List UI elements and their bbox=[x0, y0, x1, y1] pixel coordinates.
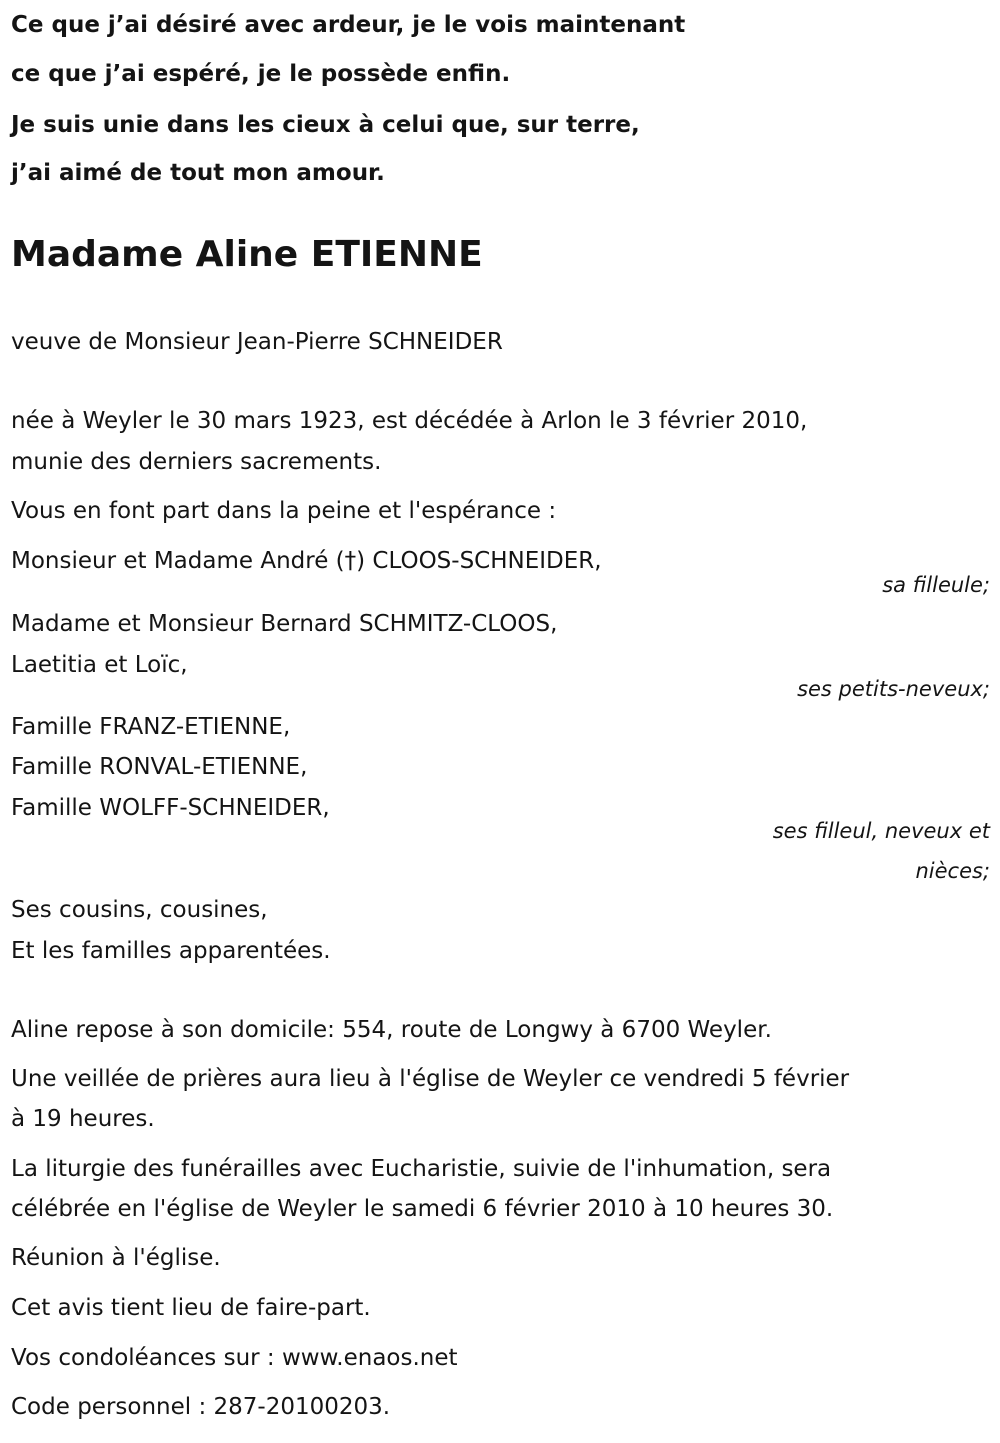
birth-death-line-1: née à Weyler le 30 mars 1923, est décédée à Arlon le 3 février 2010, bbox=[11, 408, 808, 434]
meeting-info: Réunion à l'église. bbox=[11, 1245, 221, 1271]
family-line: Monsieur et Madame André (†) CLOOS-SCHNEIDER, bbox=[11, 548, 602, 574]
family-line: Ses cousins, cousines, bbox=[11, 897, 268, 923]
relation-label: ses petits-neveux; bbox=[797, 677, 990, 701]
relation-label: ses filleul, neveux et bbox=[772, 819, 990, 843]
poem-line-2: ce que j’ai espéré, je le possède enfin. bbox=[11, 61, 511, 87]
family-line: Et les familles apparentées. bbox=[11, 938, 331, 964]
notice-info: Cet avis tient lieu de faire-part. bbox=[11, 1295, 371, 1321]
poem-line-4: j’ai aimé de tout mon amour. bbox=[11, 160, 385, 186]
birth-death-line-2: munie des derniers sacrements. bbox=[11, 449, 382, 475]
poem-line-1: Ce que j’ai désiré avec ardeur, je le vois maintenant bbox=[11, 12, 686, 38]
repose-info: Aline repose à son domicile: 554, route de Longwy à 6700 Weyler. bbox=[11, 1017, 772, 1043]
relation-label: sa filleule; bbox=[882, 573, 990, 597]
condolences-info: Vos condoléances sur : www.enaos.net bbox=[11, 1345, 458, 1371]
announce-intro: Vous en font part dans la peine et l'espérance : bbox=[11, 498, 557, 524]
vigil-line-1: Une veillée de prières aura lieu à l'église de Weyler ce vendredi 5 février bbox=[11, 1066, 850, 1092]
deceased-name: Madame Aline ETIENNE bbox=[11, 234, 483, 275]
relation-label: nièces; bbox=[915, 859, 990, 883]
personal-code: Code personnel : 287-20100203. bbox=[11, 1394, 391, 1420]
widow-of: veuve de Monsieur Jean-Pierre SCHNEIDER bbox=[11, 329, 503, 355]
family-line: Famille FRANZ-ETIENNE, bbox=[11, 714, 291, 740]
family-line: Famille WOLFF-SCHNEIDER, bbox=[11, 795, 330, 821]
liturgy-line-2: célébrée en l'église de Weyler le samedi 6 février 2010 à 10 heures 30. bbox=[11, 1196, 834, 1222]
vigil-line-2: à 19 heures. bbox=[11, 1106, 155, 1132]
family-line: Famille RONVAL-ETIENNE, bbox=[11, 754, 308, 780]
liturgy-line-1: La liturgie des funérailles avec Eucharistie, suivie de l'inhumation, sera bbox=[11, 1156, 832, 1182]
family-line: Madame et Monsieur Bernard SCHMITZ-CLOOS, bbox=[11, 611, 558, 637]
family-line: Laetitia et Loïc, bbox=[11, 652, 188, 678]
poem-line-3: Je suis unie dans les cieux à celui que, sur terre, bbox=[11, 112, 640, 138]
